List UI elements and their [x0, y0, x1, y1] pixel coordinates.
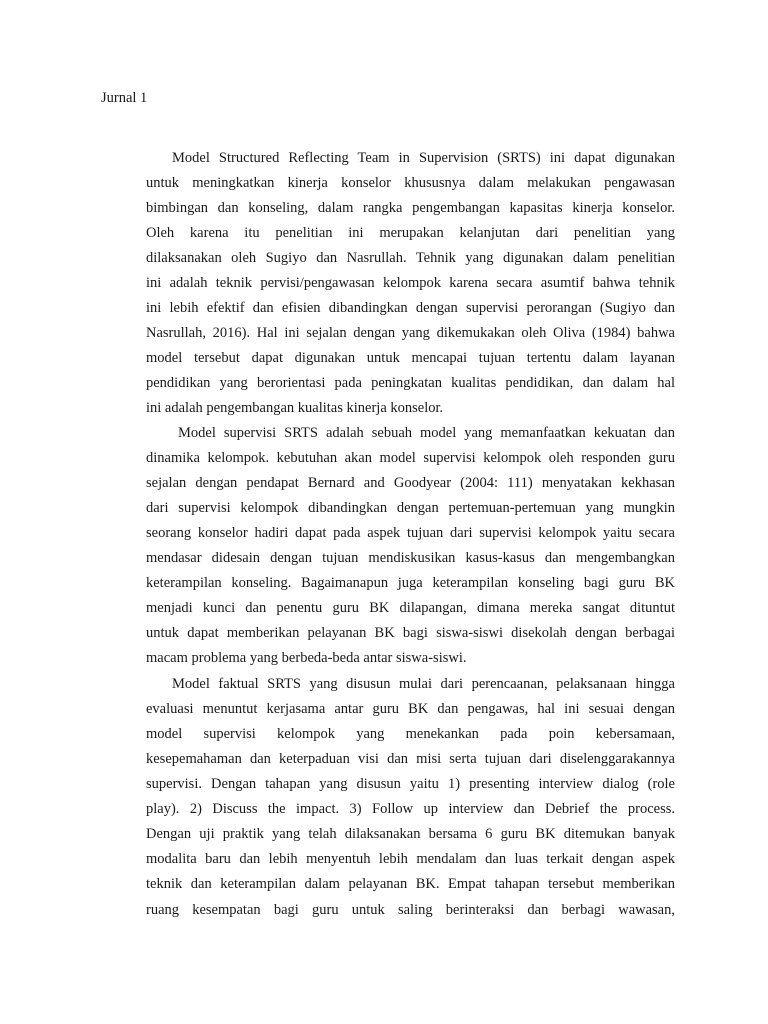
text-line: ini adalah pengembangan kualitas kinerja konselor. [146, 400, 444, 416]
text-line: untuk dapat memberikan pelayanan BK bagi siswa-siswi disekolah dengan berbagai [146, 625, 675, 641]
text-line: dinamika kelompok. kebutuhan akan model supervisi kelompok oleh responden guru [146, 450, 675, 466]
text-line: dilaksanakan oleh Sugiyo dan Nasrullah. Tehnik yang digunakan dalam penelitian [146, 250, 675, 266]
text-line: ini adalah teknik pervisi/pengawasan kelompok karena secara asumtif bahwa tehnik [146, 275, 675, 291]
text-line: pendidikan yang berorientasi pada peningkatan kualitas pendidikan, dan dalam hal [146, 375, 675, 391]
text-line: Oleh karena itu penelitian ini merupakan kelanjutan dari penelitian yang [146, 225, 675, 241]
text-line: Model supervisi SRTS adalah sebuah model yang memanfaatkan kekuatan dan [178, 425, 675, 441]
text-line: dari supervisi kelompok dibandingkan dengan pertemuan-pertemuan yang mungkin [146, 500, 675, 516]
document-heading: Jurnal 1 [101, 90, 148, 106]
text-line: teknik dan keterampilan dalam pelayanan BK. Empat tahapan tersebut memberikan [146, 876, 675, 892]
text-line: untuk meningkatkan kinerja konselor khususnya dalam melakukan pengawasan [146, 175, 675, 191]
text-line: model tersebut dapat digunakan untuk mencapai tujuan tertentu dalam layanan [146, 350, 675, 366]
text-line: macam problema yang berbeda-beda antar siswa-siswi. [146, 650, 467, 666]
text-line: seorang konselor hadiri dapat pada aspek tujuan dari supervisi kelompok yaitu secara [146, 525, 675, 541]
text-line: supervisi. Dengan tahapan yang disusun yaitu 1) presenting interview dialog (role [146, 776, 675, 792]
text-line: modalita baru dan lebih menyentuh lebih mendalam dan luas terkait dengan aspek [146, 851, 675, 867]
text-line: sejalan dengan pendapat Bernard and Goodyear (2004: 111) menyatakan kekhasan [146, 475, 675, 491]
text-line: Model Structured Reflecting Team in Supervision (SRTS) ini dapat digunakan [172, 150, 675, 166]
text-line: kesepemahaman dan keterpaduan visi dan misi serta tujuan dari diselenggarakannya [146, 751, 675, 767]
text-line: keterampilan konseling. Bagaimanapun juga keterampilan konseling bagi guru BK [146, 575, 675, 591]
text-line: bimbingan dan konseling, dalam rangka pengembangan kapasitas kinerja konselor. [146, 200, 675, 216]
text-line: Nasrullah, 2016). Hal ini sejalan dengan yang dikemukakan oleh Oliva (1984) bahwa [146, 325, 675, 341]
text-line: Dengan uji praktik yang telah dilaksanakan bersama 6 guru BK ditemukan banyak [146, 826, 675, 842]
text-line: ini lebih efektif dan efisien dibandingkan dengan supervisi perorangan (Sugiyo dan [146, 300, 675, 316]
text-line: evaluasi menuntut kerjasama antar guru BK dan pengawas, hal ini sesuai dengan [146, 701, 675, 717]
text-line: play). 2) Discuss the impact. 3) Follow up interview dan Debrief the process. [146, 801, 675, 817]
text-line: Model faktual SRTS yang disusun mulai dari perencaanan, pelaksanaan hingga [172, 676, 675, 692]
text-line: ruang kesempatan bagi guru untuk saling berinteraksi dan berbagi wawasan, [146, 902, 675, 918]
text-line: model supervisi kelompok yang menekankan pada poin kebersamaan, [146, 726, 675, 742]
text-line: mendasar didesain dengan tujuan mendiskusikan kasus-kasus dan mengembangkan [146, 550, 675, 566]
text-line: menjadi kunci dan penentu guru BK dilapangan, dimana mereka sangat dituntut [146, 600, 675, 616]
